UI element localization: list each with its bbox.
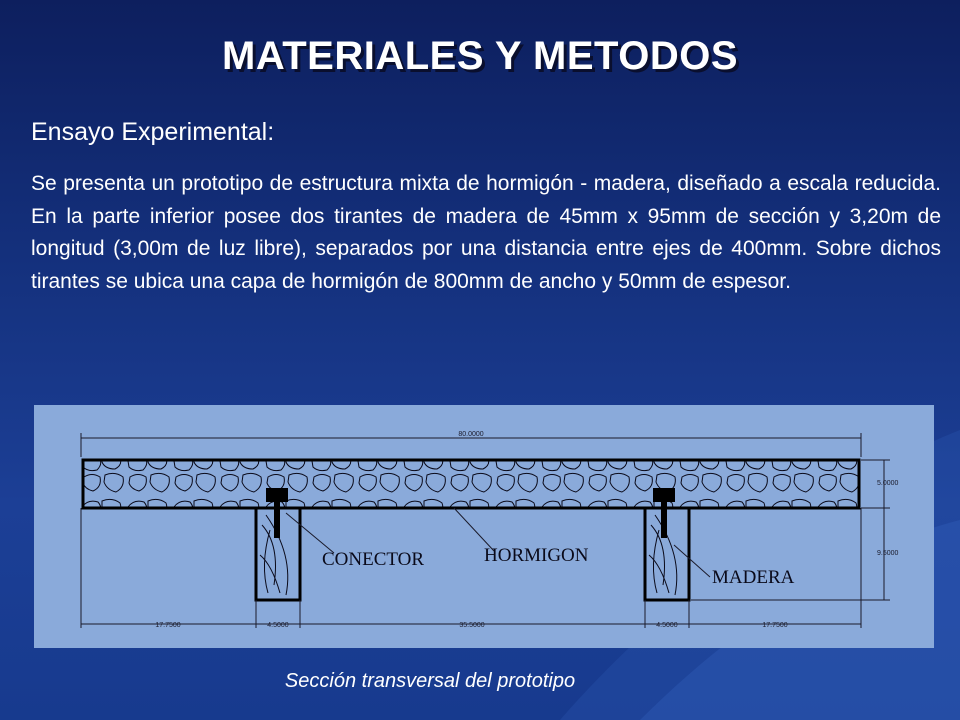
cross-section-drawing: [34, 405, 934, 648]
label-connector: CONECTOR: [322, 549, 425, 570]
dimension-right-edge-label: 17.7500: [762, 622, 788, 629]
dimension-total-width-label: 80.0000: [458, 431, 484, 438]
slide-title: MATERIALES Y METODOS: [222, 34, 738, 78]
dimension-left-beam-label: 4.5000: [267, 622, 289, 629]
dimension-beam-height-label: 9.5000: [877, 550, 899, 557]
dimension-left-edge-label: 17.7500: [155, 622, 181, 629]
label-concrete: HORMIGON: [484, 545, 589, 566]
cross-section-figure: [34, 405, 934, 648]
section-subtitle: Ensayo Experimental:: [31, 118, 275, 146]
dimension-slab-thickness-label: 5.0000: [877, 480, 899, 487]
dimension-between-beams-label: 35.5000: [459, 622, 485, 629]
description-paragraph: Se presenta un prototipo de estructura mixta de hormigón - madera, diseñado a escala reducida. En la parte inferior posee dos tirantes de madera de 45mm x 95mm de sección y 3,20m de longitud (3,00m de luz libre), separados por una distancia entre ejes de 400mm. Sobre dichos tirantes se ubica una capa de hormigón de 800mm de ancho y 50mm de espesor.: [31, 172, 941, 293]
figure-caption: Sección transversal del prototipo: [284, 670, 576, 692]
dimension-right-beam-label: 4.5000: [656, 622, 678, 629]
concrete-slab: [83, 460, 859, 508]
label-wood: MADERA: [712, 567, 795, 588]
